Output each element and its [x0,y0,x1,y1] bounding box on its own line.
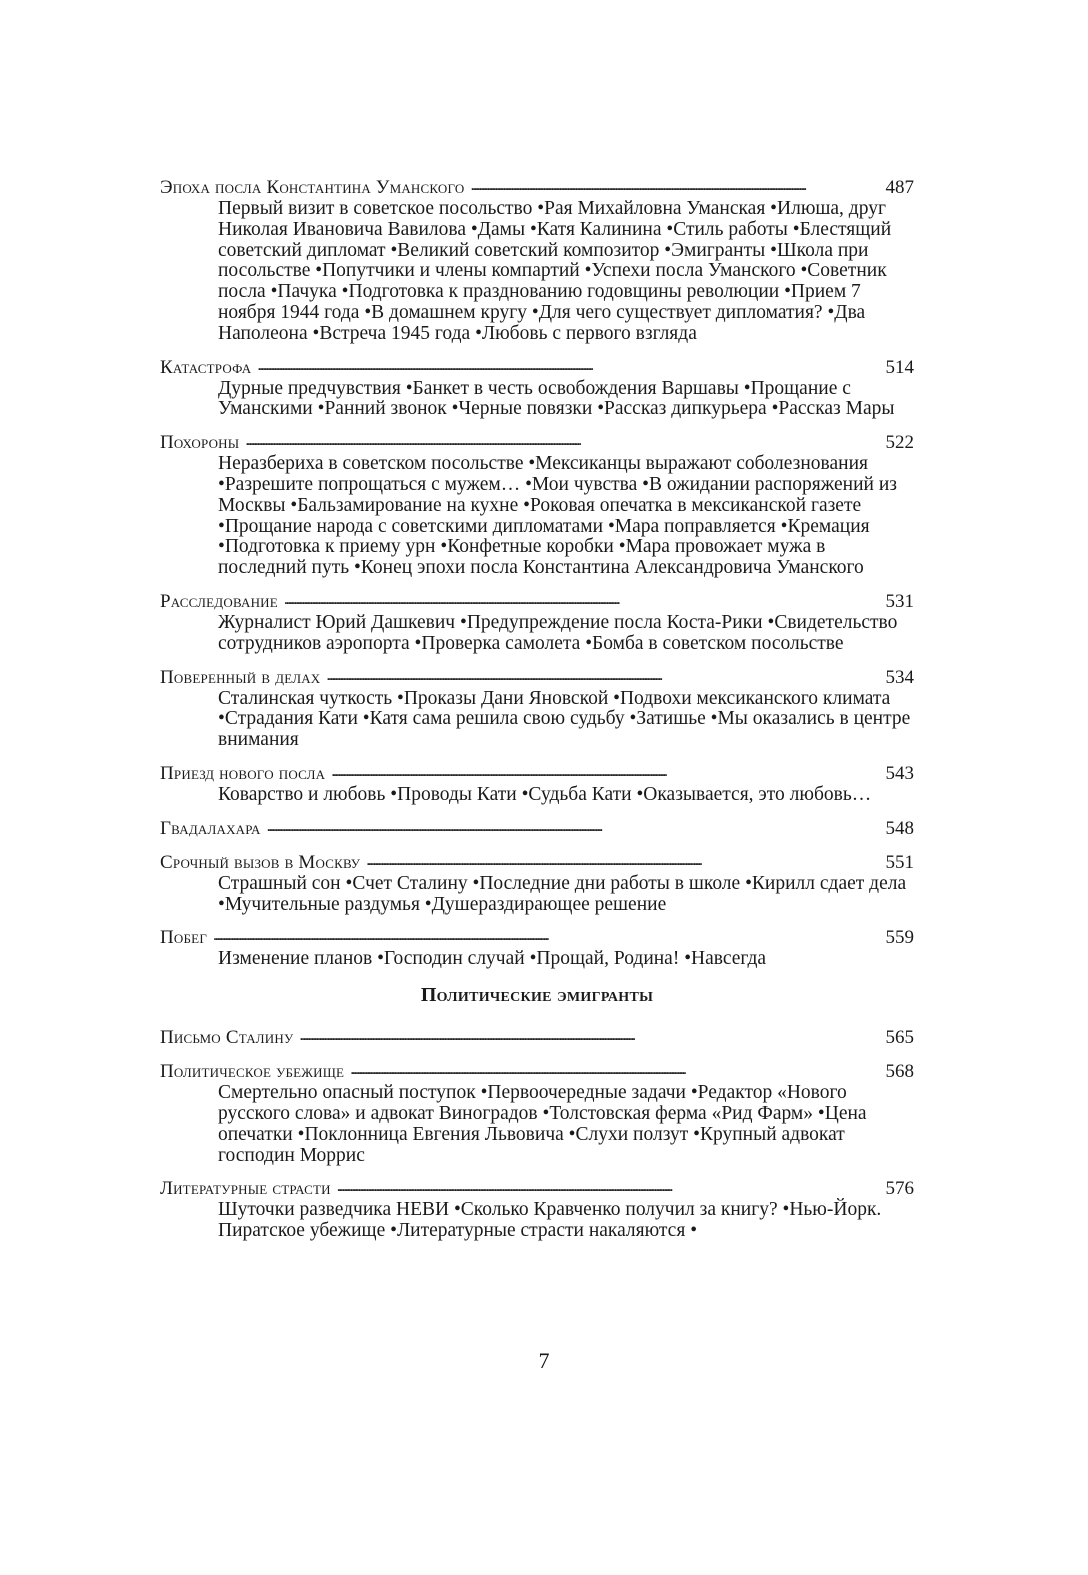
subtopic: Мои чувства • [532,474,649,495]
subtopic: Рассказ Мары [778,398,895,420]
subtopic: Дамы • [478,219,537,240]
subtopic: Прощание с Уманскими • [218,378,851,420]
subtopic: Любовь с первого взгляда [481,322,697,344]
subtopic: Прощай, Родина! • [536,948,691,969]
table-of-contents [160,176,914,1253]
subtopic: Попутчики и члены компартий • [322,260,591,281]
subtopic: Нью-Йорк. Пиратское убежище • [218,1199,881,1241]
subtopic: В ожидании распоряжений из Москвы • [218,474,897,516]
toc-entry-heading [160,356,914,379]
toc-entry [160,851,914,916]
subtopic: Мара поправляется • [615,516,788,537]
dot-leader [366,848,883,872]
subtopic: Навсегда [691,948,767,970]
chapter-subtopics [218,689,914,751]
dot-leader [331,759,883,783]
subtopic: Журналист Юрий Дашкевич • [218,612,467,633]
toc-entry [160,590,914,655]
chapter-title: Побег [160,927,208,949]
subtopic: Страдания Кати • [225,708,370,729]
chapter-subtopics [218,1200,914,1242]
subtopic: Подвохи мексиканского климата • [218,688,890,730]
toc-entry-heading [160,590,914,613]
subtopic: Стиль работы • [673,219,799,240]
subtopic: Разрешите попрощаться с мужем… • [225,474,532,495]
subtopic: Неразбериха в советском посольстве • [218,453,535,474]
chapter-title: Приезд нового посла [160,762,326,784]
subtopic: Рассказ дипкурьера • [604,398,778,419]
toc-entry [160,356,914,421]
chapter-subtopics [218,199,914,345]
subtopic: Для чего существует дипломатия? • [539,302,835,323]
subtopic: Мучительные раздумья • [225,894,432,915]
toc-entry-heading [160,851,914,874]
dot-leader [213,923,883,947]
subtopic: Судьба Кати • [528,784,643,805]
toc-entry [160,1060,914,1166]
subtopic: Дурные предчувствия • [218,378,413,399]
subtopic: Редактор «Нового русского слова» и адвокат Виноградов • [218,1082,847,1124]
toc-entry [160,1177,914,1242]
subtopic: Оказывается, это любовь… [643,783,872,805]
chapter-subtopics [218,785,914,806]
subtopic: Подготовка к приему урн • [225,536,447,557]
subtopic: Два Наполеона • [218,302,865,344]
chapter-page-number: 559 [885,927,914,949]
dot-leader [337,1174,884,1198]
toc-entry [160,926,914,970]
subtopic: Великий советский композитор • [397,240,671,261]
chapter-page-number: 514 [885,356,914,378]
subtopic: Смертельно опасный поступок • [218,1082,487,1103]
subtopic: Страшный сон • [218,873,352,894]
subtopic: Конфетные коробки • [447,536,625,557]
subtopic: Прием 7 ноября 1944 года • [218,281,861,323]
subtopic: Катя сама решила свою судьбу • [370,708,637,729]
chapter-title: Срочный вызов в Москву [160,851,361,873]
subtopic: Душераздирающее решение [431,893,667,915]
subtopic: Толстовская ферма «Рид Фарм» • [549,1103,824,1124]
subtopic: Конец эпохи посла Константина Александровича Уманского [360,557,864,579]
subtopic: Рая Михайловна Уманская • [544,198,777,219]
dot-leader [299,1023,883,1047]
chapter-page-number: 487 [885,177,914,198]
toc-entry-heading [160,1177,914,1200]
subtopic: Школа при посольстве • [218,240,868,282]
toc-entry-heading [160,666,914,689]
subtopic: Илюша, друг Николая Ивановича Вавилова • [218,198,886,240]
toc-entry-heading [160,176,914,199]
subtopic: Ранний звонок • [324,398,458,419]
subtopic: Свидетельство сотрудников аэропорта • [218,612,897,654]
subtopic: Встреча 1945 года • [319,323,482,344]
chapter-page-number: 576 [885,1178,914,1200]
dot-leader [257,353,883,377]
toc-entry-heading [160,762,914,785]
chapter-title: Похороны [160,432,240,454]
chapter-subtopics [218,379,914,421]
subtopic: Кремация • [218,516,870,558]
toc-entry-heading [160,1060,914,1083]
toc-entry [160,762,914,806]
dot-leader [267,814,884,838]
subtopic: Поклонница Евгения Львовича • [304,1124,575,1145]
subtopic: Цена опечатки • [218,1103,867,1145]
toc-entry-heading [160,431,914,454]
chapter-title: Расследование [160,590,278,612]
chapter-subtopics [218,949,914,970]
toc-entry-heading [160,817,914,840]
chapter-subtopics [218,454,914,579]
subtopic: Предупреждение посла Коста-Рики • [467,612,775,633]
subtopic: Мексиканцы выражают соболезнования • [218,453,868,495]
toc-entry-heading [160,926,914,949]
chapter-page-number: 551 [885,851,914,873]
dot-leader [471,173,884,197]
toc-entry [160,1026,914,1049]
subtopic: Первый визит в советское посольство • [218,198,544,219]
toc-entry-heading [160,1026,914,1049]
subtopic: Эмигранты • [671,240,777,261]
chapter-subtopics [218,874,914,916]
chapter-page-number: 522 [885,432,914,454]
dot-leader [284,587,884,611]
subtopic: Бальзамирование на кухне • [297,495,530,516]
subtopic: Роковая опечатка в мексиканской газете • [218,495,861,537]
subtopic: Проказы Дани Яновской • [404,688,620,709]
subtopic: Первоочередные задачи • [487,1082,697,1103]
page-number: 7 [538,1348,550,1373]
subtopic: Успехи посла Уманского • [591,260,807,281]
chapter-page-number: 531 [885,590,914,612]
subtopic: Советник посла • [218,260,887,302]
subtopic: Мара провожает мужа в последний путь • [218,536,825,578]
subtopic: Кирилл сдает дела • [218,873,906,915]
chapter-page-number: 534 [885,666,914,688]
chapter-subtopics [218,1083,914,1166]
chapter-title: Письмо Сталину [160,1027,294,1049]
subtopic: Мы оказались в центре внимания [218,708,911,751]
subtopic: Банкет в честь освобождения Варшавы • [413,378,751,399]
chapter-page-number: 548 [885,817,914,839]
chapter-page-number: 543 [885,762,914,784]
subtopic: Литературные страсти накаляются • [397,1220,697,1241]
chapter-title: Поверенный в делах [160,666,321,688]
subtopic: Сталинская чуткость • [218,688,404,709]
subtopic: Проверка самолета • [421,633,592,654]
toc-entry [160,431,914,579]
subtopic: Сколько Кравченко получил за книгу? • [461,1199,790,1220]
subtopic: Изменение планов • [218,948,384,969]
subtopic: Счет Сталину • [352,873,479,894]
toc-entry [160,176,914,345]
dot-leader [245,428,883,452]
subtopic: Последние дни работы в школе • [479,873,752,894]
subtopic: Затишье • [636,708,717,729]
subtopic: Бомба в советском посольстве [592,632,844,654]
chapter-title: Политическое убежище [160,1061,345,1083]
subtopic: Господин случай • [384,948,536,969]
dot-leader [326,663,883,687]
subtopic: В домашнем кругу • [371,302,539,323]
toc-group-political-emigrants [160,1026,914,1242]
subtopic: Катя Калинина • [537,219,673,240]
part-heading: Политические эмигранты [420,984,654,1007]
subtopic: Проводы Кати • [397,784,528,805]
toc-group-memoir [160,176,914,970]
subtopic: Черные повязки • [458,398,604,419]
chapter-page-number: 568 [885,1061,914,1083]
chapter-title: Литературные страсти [160,1178,331,1200]
subtopic: Подготовка к празднованию годовщины революции • [348,281,790,302]
subtopic: Слухи ползут • [576,1124,700,1145]
subtopic: Крупный адвокат господин Моррис [218,1123,845,1166]
subtopic: Блестящий советский дипломат • [218,219,891,261]
chapter-page-number: 565 [885,1027,914,1049]
subtopic: Прощание народа с советскими дипломатами • [225,516,615,537]
toc-entry [160,817,914,840]
dot-leader [350,1057,883,1081]
subtopic: Пачука • [277,281,348,302]
toc-entry [160,666,914,751]
subtopic: Шуточки разведчика НЕВИ • [218,1199,461,1220]
chapter-title: Эпоха посла Константина Уманского [160,177,465,198]
subtopic: Коварство и любовь • [218,784,397,805]
chapter-subtopics [218,613,914,655]
chapter-title: Гвадалахара [160,817,261,839]
chapter-title: Катастрофа [160,356,252,378]
